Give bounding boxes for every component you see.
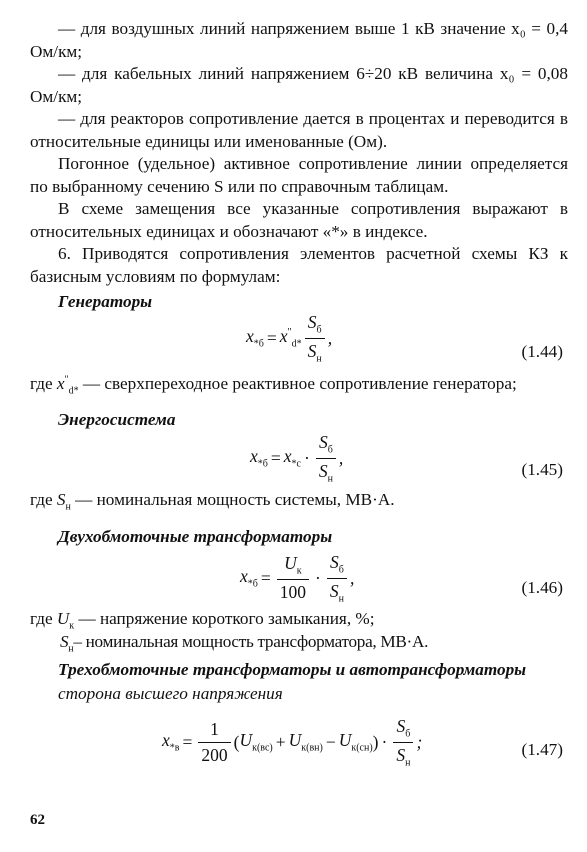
- where-1-45: где $S_н$ — номинальная мощность системы, МВ·А.: [30, 490, 395, 513]
- equation-number-1-47: (1.47): [521, 740, 563, 759]
- where-1-44: где $x^"_{d*}$ — сверхпереходное реактивное сопротивление генератора;: [30, 374, 517, 397]
- paragraph-active-resistance: Погонное (удельное) активное сопротивление линии определяется по выбранному сечению S или по справочным таблицам.: [30, 154, 568, 196]
- formula-1-46: $x_{*б}$ = $\frac{U_к}{100}$ · $\frac{S_б}{S_н}$ ,: [240, 552, 355, 604]
- paragraph-cable-lines: — для кабельных линий напряжением 6÷20 кВ величина x₀ = 0,08 Ом/км;: [30, 64, 568, 106]
- equation-number-1-45: (1.45): [521, 460, 563, 479]
- formula-fraction-uk: $\frac{U_к}{100}$: [277, 553, 309, 603]
- formula-1-44: $x_{*б}$ = $x^"_{d*}$ $\frac{S_б}{S_н}$ ,: [246, 312, 333, 364]
- page-number: 62: [30, 812, 45, 828]
- formula-1-45: $x_{*б}$ = $x_{*с}$ · $\frac{S_б}{S_н}$ ,: [250, 432, 344, 484]
- formula-fraction-coef: $\frac{1}{200}$: [198, 719, 230, 766]
- heading-three-winding-transformers: Трехобмоточные трансформаторы и автотрансформаторы: [58, 660, 527, 679]
- where-1-46-uk: где $U_к$ — напряжение короткого замыкания, %;: [30, 609, 375, 632]
- where-1-46-sn: $S_н-$ номинальная мощность трансформатора, МВ·А.: [60, 632, 429, 655]
- paragraph-overhead-lines: — для воздушных линий напряжением выше 1 кВ значение x₀ = 0,4 Ом/км;: [30, 19, 568, 61]
- formula-fraction-s: $\frac{S_б}{S_н}$: [393, 716, 413, 768]
- formula-fraction: $\frac{S_б}{S_н}$: [305, 312, 325, 364]
- equation-number-1-46: (1.46): [521, 578, 563, 597]
- formula-lhs: $x_{*б}$: [246, 326, 264, 350]
- paragraph-step-6: 6. Приводятся сопротивления элементов расчетной схемы КЗ к базисным условиям по формулам:: [30, 244, 568, 286]
- heading-two-winding-transformers: Двухобмоточные трансформаторы: [58, 527, 333, 546]
- heading-power-system: Энергосистема: [58, 410, 176, 429]
- subheading-hv-side: сторона высшего напряжения: [58, 684, 283, 703]
- formula-fraction-s: $\frac{S_б}{S_н}$: [327, 552, 347, 604]
- equation-number-1-44: (1.44): [521, 342, 563, 361]
- formula-1-47: $x_{*в}$ = $\frac{1}{200}$ ( $U_{к(вс)}$ + $U_{к(вн)}$ − $U_{к(сн)}$ ) · $\frac{S_б}{S_н}$ ;: [162, 716, 423, 768]
- paragraph-equivalent-circuit: В схеме замещения все указанные сопротивления выражают в относительных единицах и обозначают «*» в индексе.: [30, 199, 568, 241]
- heading-generators: Генераторы: [58, 292, 153, 311]
- formula-generator-reactance: $x^"_{d*}$: [279, 326, 302, 350]
- formula-fraction: $\frac{S_б}{S_н}$: [316, 432, 336, 484]
- paragraph-reactors: — для реакторов сопротивление дается в процентах и переводится в относительные единицы или именованные (Ом).: [30, 109, 568, 151]
